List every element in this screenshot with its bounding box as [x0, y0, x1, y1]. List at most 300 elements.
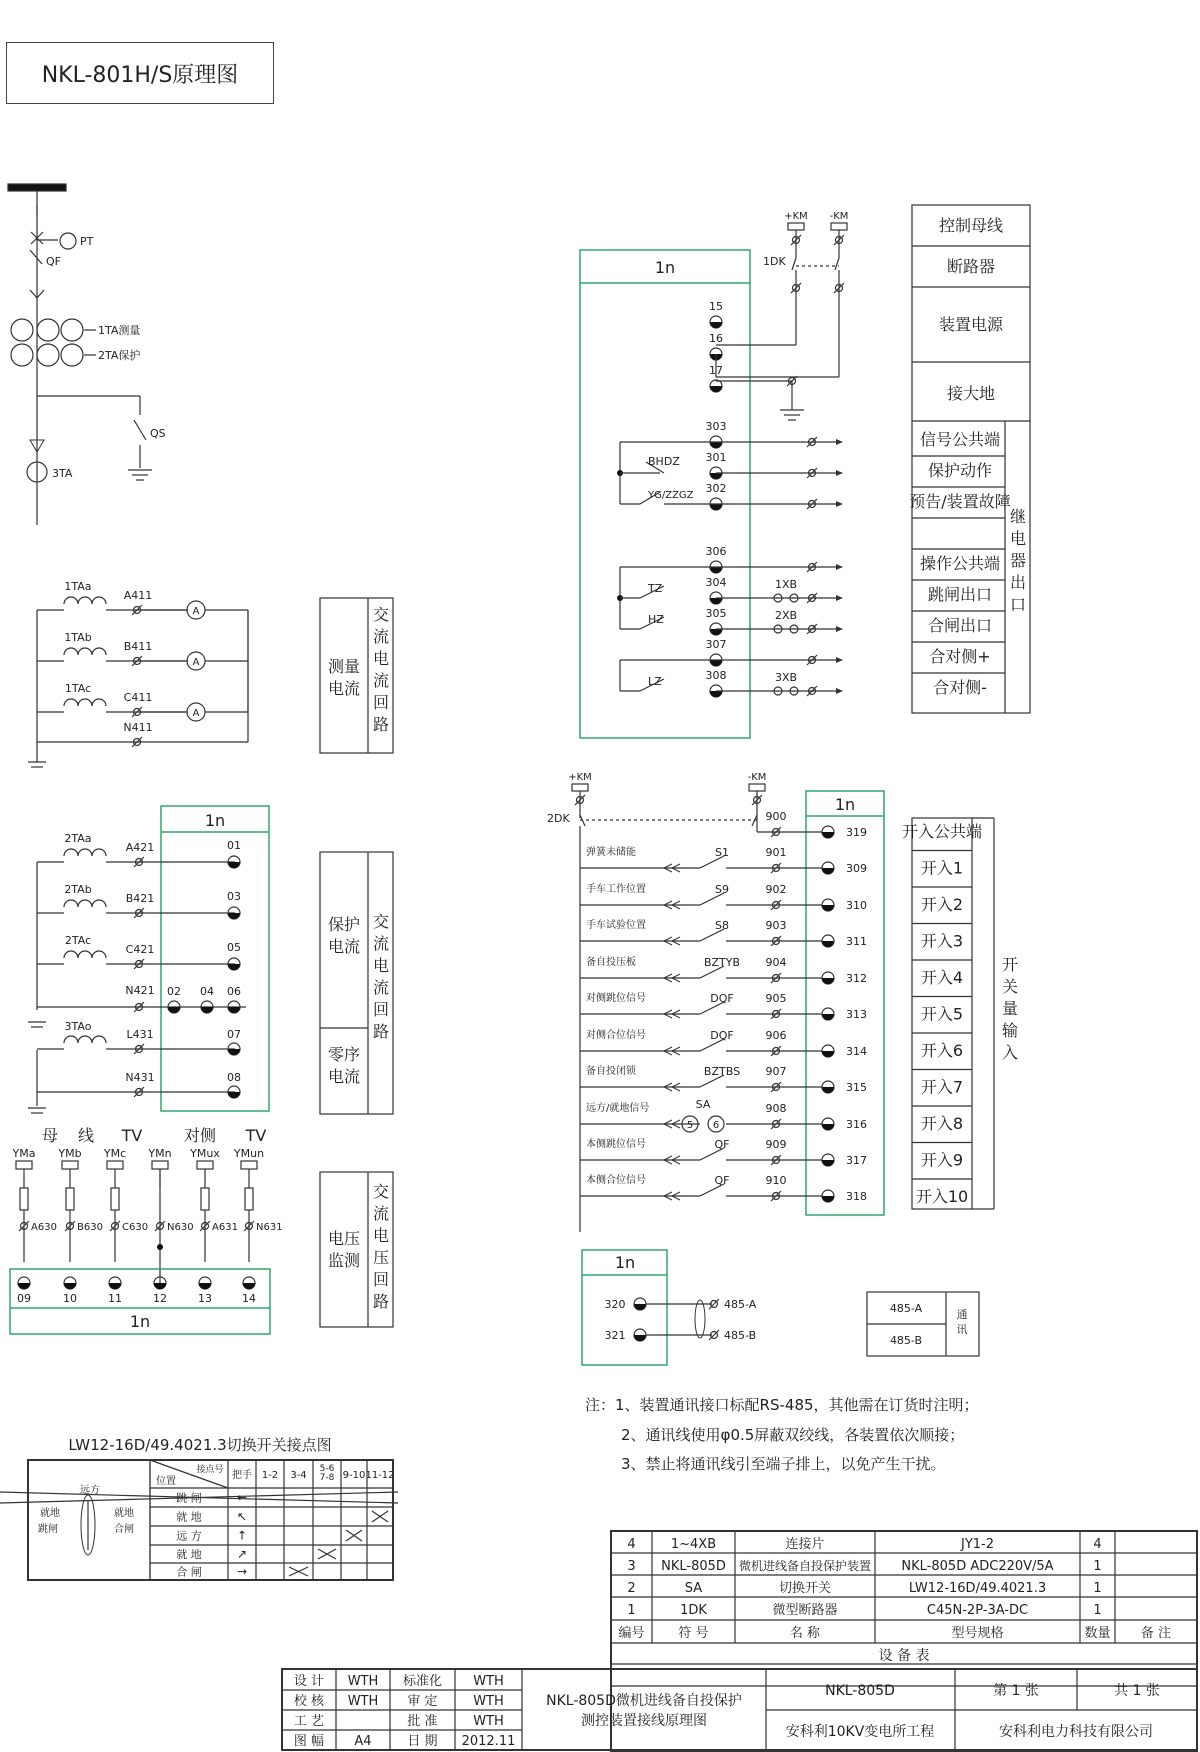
volt-label: 回 [372, 1270, 390, 1289]
prot-terminal [228, 862, 240, 868]
prot-term-number: 05 [227, 941, 241, 954]
relay-terminal [710, 504, 722, 510]
volt-terminal [109, 1283, 121, 1289]
input-switch-label: DQF [710, 992, 734, 1005]
volt-term-number: 12 [153, 1292, 167, 1305]
qf-label: QF [46, 255, 61, 268]
equipment-cell: C45N-2P-3A-DC [926, 1603, 1029, 1618]
relay-label: 合对侧+ [929, 647, 991, 666]
equipment-cell: 1 [1093, 1603, 1102, 1618]
relay-term-number: 305 [705, 607, 727, 620]
zero-label: 零序 [327, 1045, 361, 1064]
volt-label: 电 [372, 1226, 390, 1245]
power-terminal [710, 386, 722, 392]
ct-label: 2TA保护 [98, 349, 141, 362]
input-terminal [822, 905, 834, 911]
km-label: -KM [829, 211, 849, 222]
input-term-number: 318 [846, 1190, 867, 1203]
title-cell: 工 艺 [293, 1714, 325, 1729]
relay-term-number: 301 [705, 451, 727, 464]
input-label: 开入3 [920, 931, 964, 951]
note-line: 2、通讯线使用φ0.5屏蔽双绞线，各装置依次顺接； [621, 1426, 965, 1444]
volt-label: 电压 [327, 1229, 361, 1248]
title-cell: WTH [347, 1674, 379, 1689]
relay-group-label: 出 [1009, 573, 1027, 592]
switch-knob-label: 合闸 [114, 1524, 134, 1535]
comm-wire-label: 485-A [724, 1298, 757, 1311]
input-terminal-block [806, 791, 884, 1215]
km-label: +KM [784, 211, 808, 222]
ym-terminal [241, 1161, 257, 1169]
ct-symbol [37, 319, 59, 341]
equipment-cell: NKL-805D [661, 1559, 726, 1574]
title-cell: 标准化 [402, 1674, 443, 1689]
input-label: 开入7 [920, 1077, 964, 1097]
equipment-cell: 连接片 [785, 1537, 825, 1552]
prot-wire-label: A421 [125, 841, 155, 854]
relay-group-label: 器 [1009, 551, 1027, 570]
meas-ct-label: 1TAc [64, 682, 92, 695]
twisted-pair [695, 1300, 705, 1338]
input-terminal [822, 941, 834, 947]
prot-label: 路 [372, 1022, 390, 1041]
input-wire-number: 906 [765, 1029, 787, 1042]
input-signal-label: 对侧合位信号 [586, 1030, 646, 1041]
km-terminal [831, 223, 847, 230]
input-wire-number: 904 [765, 956, 787, 969]
busbar [8, 184, 66, 191]
meas-ct-label: 1TAa [64, 580, 92, 593]
ym-terminal [197, 1161, 213, 1169]
prot-ct-coil [64, 849, 106, 856]
input-label: 开入公共端 [901, 822, 983, 841]
ym-label: YMa [12, 1147, 36, 1160]
switch-knob-label: 远方 [80, 1485, 100, 1496]
relay-terminal [710, 598, 722, 604]
comm-table-cell: 485-B [889, 1334, 923, 1347]
relay-contact-label: LZ [648, 675, 662, 688]
meas-ct-label: 1TAb [64, 631, 92, 644]
meas-wire-label: A411 [123, 589, 153, 602]
prot-label: 流 [372, 934, 390, 953]
ym-terminal [107, 1161, 123, 1169]
equipment-caption: 设 备 表 [878, 1648, 930, 1664]
switch-col-header: 3-4 [290, 1470, 307, 1481]
sa-number: 6 [712, 1120, 720, 1131]
km-terminal [788, 223, 804, 230]
power-terminal [710, 322, 722, 328]
prot-term-number: 02 [167, 985, 181, 998]
fuse-symbol [201, 1188, 209, 1210]
switch-title: LW12-16D/49.4021.3切换开关接点图 [68, 1436, 332, 1454]
relay-group-label: 继 [1009, 507, 1027, 526]
ammeter-label: A [192, 657, 200, 668]
qs-contact [134, 420, 146, 440]
comm-wire-label: 485-B [724, 1329, 757, 1342]
meas-label: 电 [372, 649, 390, 668]
prot-ct-label: 2TAc [64, 934, 92, 947]
input-term-number: 309 [846, 862, 867, 875]
ym-label: YMn [148, 1147, 172, 1160]
equipment-cell: 切换开关 [778, 1581, 832, 1596]
power-label: 断路器 [946, 257, 996, 276]
switch-corner-label: 位置 [156, 1476, 176, 1487]
chevron [30, 290, 37, 298]
volt-term-number: 09 [17, 1292, 31, 1305]
input-wire-number: 905 [765, 992, 787, 1005]
meas-label: 回 [372, 693, 390, 712]
prot-label: 电 [372, 956, 390, 975]
switch-knob-label: 跳闸 [38, 1524, 58, 1535]
title-company: 安科利电力科技有限公司 [999, 1724, 1153, 1740]
ct-symbol [37, 344, 59, 366]
input-switch-label: S8 [715, 919, 729, 932]
ammeter-label: A [192, 708, 200, 719]
volt-term-number: 13 [198, 1292, 212, 1305]
input-wire-number: 907 [765, 1065, 787, 1078]
comm-table-label: 讯 [956, 1323, 968, 1336]
relay-arrow [836, 501, 843, 507]
input-block-label: 1n [834, 795, 856, 814]
volt-wire-label: N630 [167, 1222, 194, 1233]
power-term-number: 16 [709, 332, 723, 345]
meas-label: 电流 [327, 679, 361, 698]
prot-ct-label: 2TAa [64, 832, 92, 845]
km-terminal [749, 784, 765, 791]
zero-term-number: 08 [227, 1071, 241, 1084]
input-label: 开入5 [920, 1004, 964, 1024]
title-cell: 设 计 [293, 1674, 325, 1689]
relay-group-label: 电 [1009, 529, 1027, 548]
input-term-number: 310 [846, 899, 867, 912]
equipment-header: 名 称 [789, 1626, 821, 1641]
zero-ct-coil [64, 1036, 106, 1043]
prot-terminal-block [161, 806, 269, 1111]
volt-wire-label: N631 [256, 1222, 283, 1233]
3ta-label: 3TA [52, 467, 73, 480]
title-cell: WTH [347, 1694, 379, 1709]
prot-terminal [228, 913, 240, 919]
ym-label: YMun [233, 1147, 265, 1160]
prot-label: 回 [372, 1000, 390, 1019]
input-signal-label: 对侧跳位信号 [586, 993, 646, 1004]
input-term-number: 317 [846, 1154, 867, 1167]
junction-dot [157, 1244, 163, 1250]
zero-wire-label: N431 [125, 1071, 155, 1084]
sa-number: 5 [686, 1120, 694, 1131]
relay-term-number: 303 [705, 420, 727, 433]
prot-term-number: 03 [227, 890, 241, 903]
input-term-number: 314 [846, 1045, 867, 1058]
equipment-cell: 微型断路器 [772, 1603, 838, 1618]
input-terminal [822, 832, 834, 838]
switch-arrow: → [236, 1564, 248, 1579]
volt-terminal [243, 1283, 255, 1289]
input-signal-label: 本侧合位信号 [586, 1175, 646, 1186]
input-switch-label: DQF [710, 1029, 734, 1042]
input-switch-label: S1 [715, 846, 729, 859]
prot-ct-coil [64, 951, 106, 958]
meas-label: 测量 [327, 657, 361, 676]
prot-term-number: 01 [227, 839, 241, 852]
switch-row-label: 远 方 [176, 1529, 202, 1543]
tv-header: TV [121, 1126, 143, 1145]
input-group-label: 开 [1001, 955, 1019, 974]
input-signal-label: 手车试验位置 [586, 920, 646, 931]
ym-terminal [152, 1161, 168, 1169]
equipment-cell: 3 [627, 1559, 636, 1574]
volt-label: 流 [372, 1204, 390, 1223]
input-group-label: 关 [1001, 977, 1019, 996]
power-label: 接大地 [946, 384, 996, 403]
relay-label: 信号公共端 [919, 430, 1001, 449]
input-signal-label: 远方/就地信号 [586, 1103, 650, 1114]
volt-terminal [18, 1283, 30, 1289]
input-term-number: 312 [846, 972, 867, 985]
ym-label: YMb [58, 1147, 82, 1160]
volt-term-number: 14 [242, 1292, 256, 1305]
prot-label: 电流 [327, 937, 361, 956]
prot-term-number: 04 [200, 985, 214, 998]
relay-arrow [836, 439, 843, 445]
switch-col-header: 把手 [232, 1470, 252, 1481]
input-label: 开入4 [920, 968, 964, 987]
input-wire-number: 903 [765, 919, 787, 932]
volt-terminal [154, 1283, 166, 1289]
meas-wire-label: B411 [123, 640, 153, 653]
power-label: 控制母线 [938, 216, 1004, 235]
ct-symbol [61, 344, 83, 366]
zero-ct-label: 3TAo [64, 1020, 92, 1033]
switch-col-header: 11-12 [365, 1470, 395, 1481]
pt-label: PT [80, 235, 94, 248]
prot-block-label: 1n [204, 811, 226, 830]
xb-label: 2XB [774, 609, 798, 622]
equipment-cell: 1 [1093, 1559, 1102, 1574]
qs-label: QS [150, 427, 166, 440]
xb-label: 1XB [774, 578, 798, 591]
tv-header: 母 [41, 1126, 59, 1145]
comm-table-cell: 485-A [889, 1302, 923, 1315]
switch-col-header: 5-6 [319, 1464, 335, 1474]
comm-block-label: 1n [614, 1253, 636, 1272]
meas-ct-coil [64, 699, 106, 706]
volt-wire-label: C630 [122, 1222, 149, 1233]
zero-terminal [228, 1049, 240, 1055]
power-label: 装置电源 [938, 315, 1004, 334]
volt-terminal [64, 1283, 76, 1289]
tv-header: 线 [77, 1126, 95, 1145]
switch-arrow: ← [236, 1490, 248, 1505]
prot-label: 交 [372, 912, 390, 931]
meas-wire-label: N411 [123, 721, 153, 734]
meas-ct-coil [64, 597, 106, 604]
input-label: 开入10 [915, 1187, 969, 1206]
equipment-cell: NKL-805D ADC220V/5A [901, 1559, 1054, 1574]
prot-terminal [201, 1007, 213, 1013]
ammeter-label: A [192, 606, 200, 617]
relay-arrow [836, 470, 843, 476]
input-group-label: 输 [1001, 1021, 1019, 1040]
diagram-title: NKL-801H/S原理图 [6, 42, 274, 104]
comm-terminal [634, 1304, 646, 1310]
relay-label: 合闸出口 [927, 616, 993, 635]
fuse-symbol [20, 1188, 28, 1210]
input-switch-label: S9 [715, 883, 729, 896]
prot-label: 流 [372, 978, 390, 997]
relay-label: 预告/装置故障 [909, 492, 1011, 511]
relay-terminal [710, 691, 722, 697]
dk-label: 2DK [547, 812, 570, 825]
ym-terminal [16, 1161, 32, 1169]
prot-terminal [228, 1007, 240, 1013]
input-term-number: 311 [846, 935, 867, 948]
input-label: 开入9 [920, 1150, 964, 1170]
tv-header: TV [245, 1126, 267, 1145]
comm-terminal [634, 1335, 646, 1341]
title-cell: 批 准 [407, 1714, 438, 1729]
input-wire-number: 909 [765, 1138, 787, 1151]
note-line: 3、禁止将通讯线引至端子排上，以免产生干扰。 [621, 1455, 946, 1473]
km-label: -KM [747, 772, 767, 783]
title-model: NKL-805D [825, 1683, 895, 1699]
volt-term-number: 11 [108, 1292, 122, 1305]
input-label: 开入2 [920, 895, 964, 914]
note-line: 注：1、装置通讯接口标配RS-485，其他需在订货时注明； [585, 1396, 979, 1414]
switch-arrow: ↑ [236, 1528, 248, 1543]
switch-row-label: 合 闸 [176, 1565, 202, 1579]
equipment-header: 型号规格 [951, 1626, 1004, 1641]
drawing-title: NKL-805D微机进线备自投保护 [546, 1693, 742, 1709]
fuse-symbol [66, 1188, 74, 1210]
volt-terminal [199, 1283, 211, 1289]
zero-terminal [228, 1092, 240, 1098]
tv-header: 对侧 [183, 1126, 217, 1145]
prot-terminal [228, 964, 240, 970]
volt-block-label: 1n [129, 1312, 151, 1331]
ct-symbol [11, 319, 33, 341]
relay-terminal [710, 629, 722, 635]
equipment-cell: 微机进线备自投保护装置 [738, 1559, 872, 1573]
prot-wire-label: C421 [125, 943, 155, 956]
switch-arrow: ↖ [236, 1509, 248, 1524]
relay-label: 合对侧- [933, 678, 987, 697]
meas-wire-label: C411 [123, 691, 153, 704]
input-label: 开入8 [920, 1114, 964, 1133]
input-wire-number: 901 [765, 846, 787, 859]
title-cell: WTH [473, 1694, 504, 1709]
comm-table-label: 通 [956, 1308, 968, 1321]
title-cell: 日 期 [407, 1734, 438, 1749]
switch-corner-label: 接点号 [196, 1465, 224, 1475]
title-sheet: 第 1 张 [993, 1683, 1039, 1699]
input-term-number: 313 [846, 1008, 867, 1021]
title-cell: 2012.11 [461, 1734, 516, 1749]
equipment-header: 符 号 [678, 1626, 709, 1641]
input-switch-label: BZTBS [703, 1065, 741, 1078]
zero-label: 电流 [327, 1067, 361, 1086]
prot-term-number: 06 [227, 985, 241, 998]
volt-label: 路 [372, 1292, 390, 1311]
title-project: 安科利10KV变电所工程 [785, 1724, 935, 1740]
relay-terminal [710, 442, 722, 448]
dk-label: 1DK [763, 255, 786, 268]
input-terminal [822, 1124, 834, 1130]
input-switch-label: BZTYB [703, 956, 741, 969]
relay-arrow [836, 657, 843, 663]
equipment-cell: 1 [627, 1603, 636, 1618]
title-cell: 校 核 [293, 1694, 325, 1709]
ym-label: YMux [190, 1147, 220, 1160]
prot-wire-label: B421 [125, 892, 155, 905]
comm-term-number: 320 [604, 1298, 626, 1311]
title-cell: A4 [354, 1734, 372, 1749]
prot-ct-label: 2TAb [64, 883, 92, 896]
drawing-title: 测控装置接线原理图 [581, 1713, 707, 1729]
prot-label: 保护 [327, 915, 361, 934]
meas-label: 流 [372, 671, 390, 690]
input-wire-number: 900 [765, 810, 787, 823]
volt-label: 交 [372, 1182, 390, 1201]
equipment-cell: LW12-16D/49.4021.3 [908, 1581, 1047, 1596]
input-label: 开入6 [920, 1041, 964, 1060]
input-group-label: 量 [1001, 999, 1019, 1018]
volt-wire-label: A630 [31, 1222, 57, 1233]
relay-term-number: 302 [705, 482, 727, 495]
input-wire-number: 910 [765, 1174, 787, 1187]
volt-term-number: 10 [63, 1292, 77, 1305]
equipment-header: 编号 [618, 1626, 645, 1641]
volt-wire-label: A631 [212, 1222, 238, 1233]
relay-terminal [710, 473, 722, 479]
ct-symbol [11, 344, 33, 366]
equipment-cell: 4 [627, 1537, 636, 1552]
fuse-symbol [111, 1188, 119, 1210]
comm-term-number: 321 [604, 1329, 626, 1342]
qf-contact [30, 250, 42, 264]
input-terminal [822, 1051, 834, 1057]
meas-ct-coil [64, 648, 106, 655]
switch-table [28, 1460, 393, 1580]
input-term-number: 316 [846, 1118, 867, 1131]
volt-label: 监测 [327, 1251, 361, 1270]
equipment-cell: 2 [627, 1581, 636, 1596]
zero-term-number: 07 [227, 1028, 241, 1041]
input-wire-number: 908 [765, 1102, 787, 1115]
relay-term-number: 308 [705, 669, 727, 682]
input-switch-label: SA [695, 1098, 711, 1111]
relay-contact-label: YG/ZZGZ [648, 490, 694, 501]
switch-col-header: 1-2 [261, 1470, 279, 1481]
equipment-header: 备 注 [1140, 1626, 1172, 1641]
switch-knob-label: 就地 [114, 1508, 134, 1519]
chevron [37, 290, 44, 298]
ct-symbol [61, 319, 83, 341]
power-term-number: 17 [709, 364, 723, 377]
input-terminal [822, 1160, 834, 1166]
relay-terminal [710, 660, 722, 666]
input-terminal [822, 1196, 834, 1202]
relay-arrow [836, 626, 843, 632]
input-label: 开入1 [920, 858, 964, 878]
relay-label: 跳闸出口 [927, 585, 993, 604]
relay-contact-label: BHDZ [648, 455, 680, 468]
relay-group-label: 口 [1009, 595, 1027, 614]
pt-symbol [60, 233, 76, 249]
input-terminal [822, 868, 834, 874]
ct-label: 1TA测量 [98, 324, 141, 337]
title-cell: 审 定 [407, 1694, 438, 1709]
